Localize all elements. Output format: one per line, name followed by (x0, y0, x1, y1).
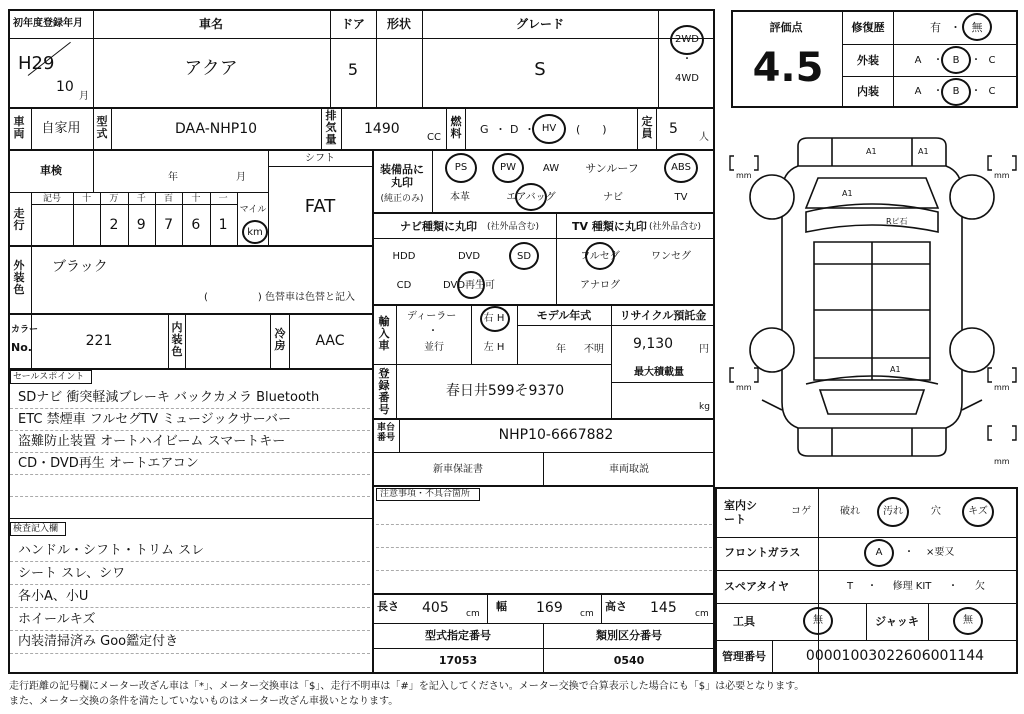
windshield-dot: ・ (904, 547, 914, 558)
inspection-note-line-5: 内装清掃済み Goo鑑定付き (18, 634, 179, 649)
notes-label: 注意事項・不具合箇所 (380, 489, 471, 499)
divider (517, 304, 518, 364)
recycle-fee: 9,130 (633, 336, 674, 352)
fuel-diesel: D (510, 123, 519, 136)
color-change-note: ( ) 色替車は色替と記入 (204, 292, 355, 303)
dot: ・ (933, 86, 943, 97)
owner-manual: 車両取説 (609, 464, 649, 475)
divider (715, 570, 1018, 571)
tv-type-sub: (社外品含む) (649, 222, 702, 232)
shift-value: FAT (304, 196, 336, 217)
equipment-tv: TV (674, 192, 688, 203)
odometer-place-label: 十 (82, 194, 92, 204)
fuel-gasoline: G (480, 123, 489, 136)
import-right-hand: 右 H (483, 313, 505, 324)
equipment-pw: PW (500, 162, 516, 173)
divider (31, 245, 32, 313)
length-label: 長さ (377, 600, 399, 613)
shape-label: 形状 (386, 17, 412, 31)
divider (487, 593, 488, 623)
model-year-unit: 年 (556, 344, 566, 355)
divider (376, 570, 712, 571)
vehicle-damage-diagram (722, 122, 1022, 478)
door-label: ドア (341, 17, 365, 31)
repair-history-label: 修復歴 (851, 21, 885, 34)
import-parallel: 並行 (424, 342, 444, 353)
warranty-book: 新車保証書 (433, 464, 483, 475)
ac-label: 冷房 (274, 327, 286, 352)
divider (772, 640, 773, 674)
divider (185, 313, 186, 368)
divider (8, 518, 372, 519)
divider (341, 107, 342, 149)
dot: ・ (524, 123, 535, 136)
exterior-grade-c: C (988, 55, 996, 66)
divider (31, 107, 32, 149)
interior-grade-label: 内装 (857, 85, 879, 98)
divider (446, 107, 447, 149)
divider (471, 304, 472, 364)
divider (396, 304, 397, 364)
cc-unit: CC (427, 132, 441, 143)
inspection-note-line-2: シート スレ、シワ (18, 566, 126, 581)
fuel-label: 燃料 (450, 115, 462, 140)
navi-type-sub: (社外品含む) (487, 222, 540, 232)
navi-cd: CD (396, 280, 412, 291)
width-value: 169 (536, 600, 563, 616)
equipment-label: 装備品に丸印 (380, 163, 424, 189)
length-value: 405 (422, 600, 449, 616)
odometer-digit: 7 (164, 217, 174, 233)
height-label: 高さ (605, 600, 627, 613)
windshield-a: A (875, 547, 883, 558)
divider (842, 10, 843, 108)
exterior-grade-b: B (952, 55, 960, 66)
divider (842, 44, 1018, 45)
divider (168, 313, 169, 368)
model-code: DAA-NHP10 (174, 121, 258, 137)
dot: ・ (428, 326, 438, 337)
type-designation-number: 17053 (438, 654, 478, 667)
divider (611, 304, 612, 418)
color-no: 221 (85, 333, 113, 349)
registration-number: 春日井599そ9370 (445, 383, 565, 399)
import-dealer: ディーラー (407, 311, 457, 322)
equipment-leather: 本革 (450, 192, 470, 203)
mile-unit: マイル (239, 205, 267, 215)
divider (893, 10, 894, 108)
divider (658, 9, 659, 107)
dot: ・ (971, 86, 981, 97)
equipment-navi: ナビ (603, 192, 623, 203)
mm-label: mm (994, 383, 1010, 392)
rating-label: 評価点 (769, 21, 803, 34)
divider (93, 107, 94, 149)
height-value: 145 (650, 600, 677, 616)
mm-label: mm (994, 457, 1010, 466)
capacity-label: 定員 (641, 115, 653, 140)
tools-label: 工具 (733, 615, 755, 628)
dot: ・ (948, 581, 958, 592)
divider (111, 107, 112, 149)
odometer-place-label: 万 (109, 194, 119, 204)
mm-label: mm (736, 171, 752, 180)
shift-label: シフト (305, 153, 335, 164)
color-no-label: カラー (11, 325, 39, 335)
inspection-note-line-3: 各小A、小U (18, 589, 89, 604)
divider (10, 630, 370, 631)
capacity-unit: 人 (699, 132, 709, 143)
odometer-divider (210, 192, 211, 245)
divider (8, 149, 715, 151)
shaken-year-unit: 年 (168, 172, 178, 183)
exterior-color-label: 外装色 (13, 259, 25, 296)
interior-color-label: 内装色 (171, 321, 183, 358)
dot: ・ (971, 55, 981, 66)
inspection-note-line-4: ホイールキズ (18, 612, 96, 627)
spare-tire-t: T (846, 581, 854, 592)
capacity: 5 (669, 121, 678, 137)
dot: ・ (933, 55, 943, 66)
divider (517, 325, 715, 326)
odometer-divider (73, 192, 74, 245)
inspection-notes-label: 検査記入欄 (13, 524, 59, 534)
management-no-label: 管理番号 (722, 650, 766, 663)
divider (465, 107, 466, 149)
odometer-digit: 1 (218, 217, 228, 233)
odometer-divider (128, 192, 129, 245)
footer-note-2: また、メーター交換の条件を満たしていないものはメーター改ざん車扱いとなります。 (9, 696, 399, 707)
exterior-grade-label: 外装 (857, 54, 879, 67)
height-unit: cm (695, 609, 709, 619)
seat-tear: 破れ (840, 506, 860, 517)
divider (8, 245, 372, 247)
divider (372, 485, 715, 487)
spare-tire-label: スペアタイヤ (724, 580, 790, 593)
divider (376, 547, 712, 548)
sales-points-label: セールスポイント (13, 372, 85, 382)
divider (372, 212, 715, 214)
repair-no: 無 (971, 21, 983, 34)
interior-seat-label: 室内シート (724, 499, 757, 526)
interior-grade-a: A (914, 86, 922, 97)
divider (556, 212, 557, 304)
divider (372, 304, 715, 306)
chassis-number: NHP10-6667882 (498, 427, 614, 443)
drive-dot: ・ (682, 54, 692, 65)
color-no-label-no: No. (11, 341, 32, 354)
mileage-label: 走行 (13, 207, 25, 232)
divider (422, 9, 423, 107)
divider (637, 107, 638, 149)
damage-mark-2: A1 (918, 147, 929, 156)
spare-tire-kit: 修理 KIT (892, 581, 932, 592)
first-registration-label: 初年度登録年月 (13, 18, 83, 29)
divider (372, 238, 715, 239)
drive-4wd: 4WD (675, 73, 699, 84)
divider (656, 107, 657, 149)
door-count: 5 (347, 60, 359, 79)
width-unit: cm (580, 609, 594, 619)
divider (10, 408, 370, 409)
sales-point-line-4: CD・DVD再生 オートエアコン (18, 456, 199, 471)
vehicle-use: 自家用 (41, 121, 81, 136)
grade-value: S (534, 59, 546, 80)
tv-analog: アナログ (580, 280, 620, 291)
damage-mark-5: A1 (890, 365, 901, 374)
divider (93, 149, 94, 192)
header-bottom-line (8, 107, 715, 109)
recycle-label: リサイクル預託金 (619, 309, 707, 322)
model-year-unknown: 不明 (584, 344, 604, 355)
windshield-replace: ×要又 (926, 547, 955, 558)
seat-hole: 穴 (931, 506, 941, 517)
first-registration-month: 10 (56, 79, 74, 95)
odometer-divider (155, 192, 156, 245)
divider (543, 623, 544, 674)
equipment-ps: PS (454, 162, 468, 173)
displacement: 1490 (364, 121, 400, 137)
odometer-place-label: 一 (218, 194, 228, 204)
fuel-other: ( ) (576, 123, 607, 136)
divider (376, 524, 712, 525)
registration-label: 登録番号 (378, 367, 390, 416)
seat-scratch: キズ (968, 506, 988, 517)
model-code-label: 型式 (96, 115, 108, 140)
dot: ・ (495, 123, 506, 136)
header-sub-line (8, 38, 715, 39)
tv-fullseg: フルセグ (580, 251, 620, 262)
management-no: 00001003022606001144 (805, 648, 985, 664)
repair-yes: 有 (930, 21, 941, 34)
navi-dvd: DVD (457, 251, 481, 262)
sales-point-line-1: SDナビ 衝突軽減ブレーキ バックカメラ Bluetooth (18, 390, 320, 405)
navi-type-label: ナビ種類に丸印 (400, 220, 477, 233)
car-name-label: 車名 (198, 17, 224, 31)
ac-type: AAC (315, 333, 345, 349)
dot: ・ (867, 581, 877, 592)
divider (270, 313, 271, 368)
spare-tire-none: 欠 (975, 581, 985, 592)
interior-grade-b: B (952, 86, 960, 97)
equipment-airbag: エアバッグ (506, 192, 556, 203)
divider (376, 9, 377, 107)
divider (818, 487, 819, 674)
equipment-sub: (純正のみ) (380, 194, 424, 204)
divider (372, 149, 374, 674)
km-unit: km (247, 227, 263, 238)
jack-label: ジャッキ (875, 615, 919, 628)
divider (10, 653, 370, 654)
repair-dot: ・ (950, 21, 961, 34)
seat-stain: 汚れ (883, 506, 903, 517)
interior-grade-c: C (988, 86, 996, 97)
equipment-sunroof: サンルーフ (585, 162, 639, 175)
odometer-digit: 6 (191, 217, 201, 233)
category-number: 0540 (613, 654, 645, 667)
mm-label: mm (736, 383, 752, 392)
divider (10, 430, 370, 431)
odometer-divider (182, 192, 183, 245)
displacement-label: 排気量 (325, 109, 337, 146)
rating-score: 4.5 (752, 45, 824, 91)
windshield-label: フロントガラス (724, 546, 801, 559)
odometer-place-label: 十 (191, 194, 201, 204)
shaken-label: 車検 (40, 164, 62, 177)
divider (372, 418, 715, 420)
exterior-grade-a: A (914, 55, 922, 66)
divider (10, 474, 370, 475)
divider (237, 192, 238, 245)
divider (31, 192, 32, 245)
divider (8, 313, 372, 315)
divider (330, 9, 331, 107)
category-label: 類別区分番号 (596, 629, 662, 642)
equipment-aw: AW (542, 163, 560, 174)
divider (866, 603, 867, 640)
odometer-digit: 2 (109, 217, 119, 233)
divider (10, 584, 370, 585)
exterior-color: ブラック (52, 259, 108, 275)
grade-label: グレード (515, 17, 565, 31)
divider (10, 607, 370, 608)
max-load-unit: kg (699, 402, 710, 412)
divider (289, 313, 290, 368)
divider (396, 364, 397, 418)
divider (842, 76, 1018, 77)
car-name: アクア (184, 58, 238, 79)
inspection-note-line-1: ハンドル・シフト・トリム スレ (18, 543, 205, 558)
fuel-hybrid: HV (541, 123, 557, 134)
max-load-label: 最大積載量 (634, 367, 684, 378)
damage-mark-4: Rピ石 (886, 217, 908, 226)
mm-label: mm (994, 171, 1010, 180)
divider (268, 166, 372, 167)
damage-mark-3: A1 (842, 189, 853, 198)
import-left-hand: 左 H (483, 342, 505, 353)
divider (10, 561, 370, 562)
vehicle-use-label: 車両 (13, 115, 25, 140)
divider (10, 496, 370, 497)
divider (601, 593, 602, 623)
navi-hdd: HDD (392, 251, 416, 262)
type-designation-label: 型式指定番号 (425, 629, 491, 642)
divider (611, 382, 715, 383)
divider (543, 452, 544, 485)
damage-mark-1: A1 (866, 147, 877, 156)
month-unit: 月 (79, 91, 89, 102)
recycle-unit: 円 (699, 344, 709, 355)
odometer-digit: 9 (136, 217, 146, 233)
divider (928, 603, 929, 640)
seat-burn: コゲ (791, 506, 811, 517)
import-label: 輸入車 (378, 315, 390, 352)
divider (10, 452, 370, 453)
length-unit: cm (466, 609, 480, 619)
navi-dvd-play: DVD再生可 (442, 280, 496, 291)
divider (432, 149, 433, 212)
divider (715, 640, 1018, 641)
model-year-label: モデル年式 (536, 309, 592, 322)
jack-none: 無 (963, 615, 973, 626)
divider (8, 192, 268, 193)
width-label: 幅 (496, 600, 507, 613)
footer-note-1: 走行距離の記号欄にメーター改ざん車は「*」、メーター交換車は「$」、走行不明車は「#」を記入してください。メーター交換で合算表示した場合にも「$」は必要となります。 (9, 681, 805, 692)
chassis-label: 車台番号 (376, 423, 395, 443)
divider (268, 149, 269, 245)
odometer-divider (100, 192, 101, 245)
first-registration-era: H29 (18, 53, 55, 74)
equipment-abs: ABS (671, 162, 691, 173)
sales-point-line-3: 盗難防止装置 オートハイビーム スマートキー (18, 434, 286, 449)
divider (93, 9, 94, 107)
divider (399, 418, 400, 452)
divider (321, 107, 322, 149)
navi-sd: SD (516, 251, 532, 262)
drive-2wd: 2WD (675, 34, 699, 45)
divider (372, 364, 611, 365)
tv-type-label: TV 種類に丸印 (572, 220, 647, 233)
mileage-symbol-label: 記号 (42, 194, 62, 204)
divider (715, 537, 1018, 538)
tools-none: 無 (813, 615, 823, 626)
divider (372, 593, 715, 595)
shaken-month-unit: 月 (236, 172, 246, 183)
odometer-place-label: 百 (164, 194, 174, 204)
sales-point-line-2: ETC 禁煙車 フルセグTV ミュージックサーバー (18, 412, 292, 427)
odometer-place-label: 千 (136, 194, 146, 204)
divider (31, 204, 237, 205)
tv-oneseg: ワンセグ (651, 251, 691, 262)
